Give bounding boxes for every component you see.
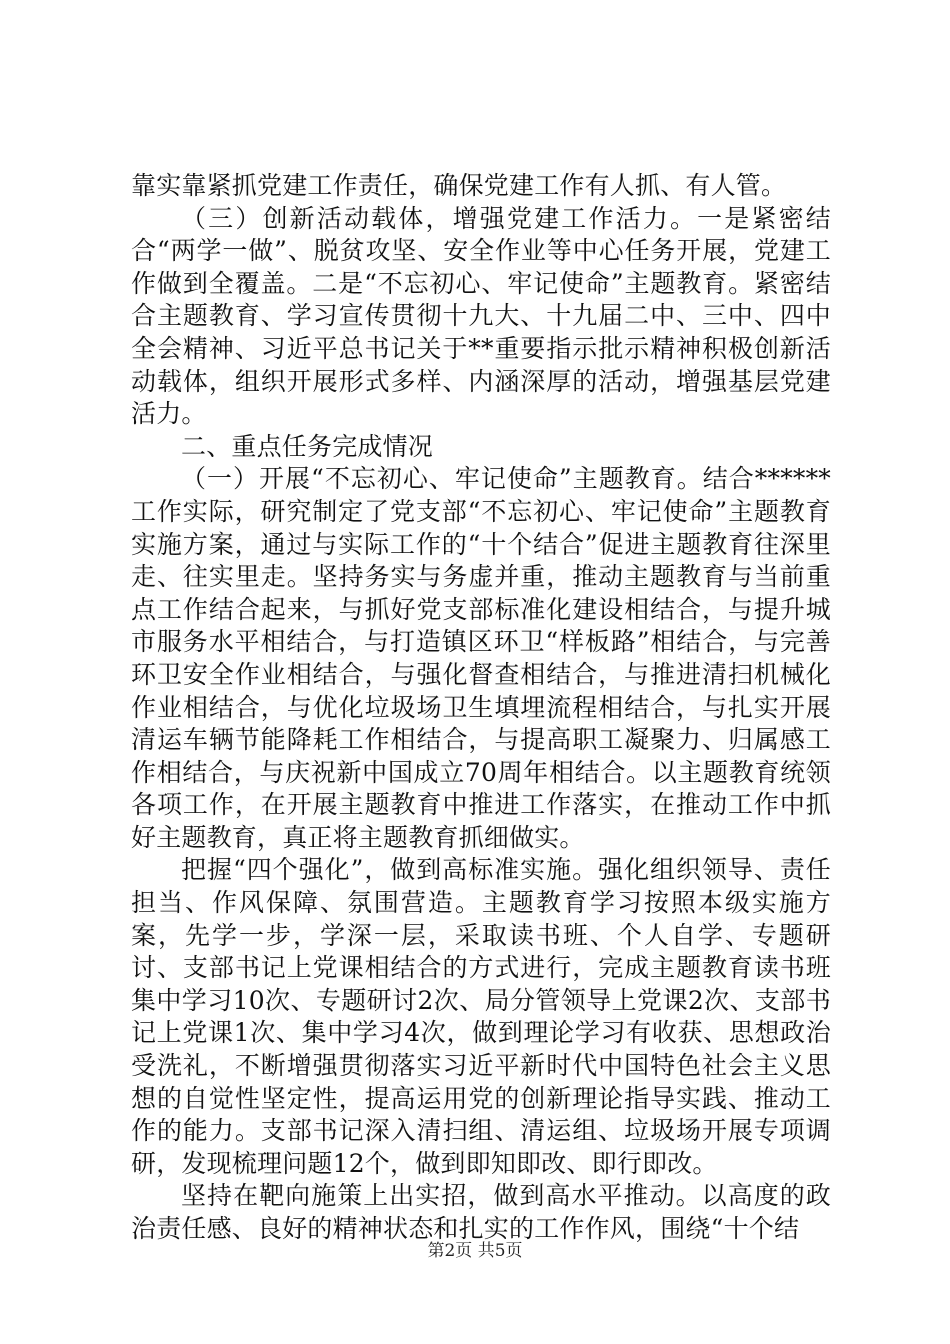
paragraph-theme-education: （一）开展“不忘初心、牢记使命”主题教育。结合******工作实际，研究制定了党支部“不忘初心、牢记使命”主题教育实施方案，通过与实际工作的“十个结合”促进主题教育往深里走、往实里走。坚持务实与务虚并重，推动主题教育与当前重点工作结合起来，与抓好党支部标准化建设相结合，与提升城市服务水平相结合，与打造镇区环卫“样板路”相结合，与完善环卫安全作业相结合，与强化督查相结合，与推进清扫机械化作业相结合，与优化垃圾场卫生填埋流程相结合，与扎实开展清运车辆节能降耗工作相结合，与提高职工凝聚力、归属感工作相结合，与庆祝新中国成立70周年相结合。以主题教育统领各项工作，在开展主题教育中推进工作落实，在推动工作中抓好主题教育，真正将主题教育抓细做实。 (131, 464, 831, 852)
paragraph-innovation-activities: （三）创新活动载体，增强党建工作活力。一是紧密结合“两学一做”、脱贫攻坚、安全作业等中心任务开展，党建工作做到全覆盖。二是“不忘初心、牢记使命”主题教育。紧密结合主题教育、学习宣传贯彻十九大、十九届二中、三中、四中全会精神、习近平总书记关于**重要指示批示精神积极创新活动载体，组织开展形式多样、内涵深厚的活动，增强基层党建活力。 (131, 203, 831, 429)
paragraph-continuation: 靠实靠紧抓党建工作责任，确保党建工作有人抓、有人管。 (131, 171, 787, 200)
paragraph-targeted-measures: 坚持在靶向施策上出实招，做到高水平推动。以高度的政治责任感、良好的精神状态和扎实的工作作风，围绕“十个结 (131, 1181, 831, 1243)
page-number-footer: 第2页 共5页 (427, 1241, 523, 1261)
section-heading-key-tasks: 二、重点任务完成情况 (181, 431, 434, 461)
document-body (131, 170, 831, 1246)
paragraph-four-strengthenings: 把握“四个强化”，做到高标准实施。强化组织领导、责任担当、作风保障、氛围营造。主题教育学习按照本级实施方案，先学一步，学深一层，采取读书班、个人自学、专题研讨、支部书记上党课相结合的方式进行，完成主题教育读书班集中学习10次、专题研讨2次、局分管领导上党课2次、支部书记上党课1次、集中学习4次，做到理论学习有收获、思想政治受洗礼，不断增强贯彻落实习近平新时代中国特色社会主义思想的自觉性坚定性，提高运用党的创新理论指导实践、推动工作的能力。支部书记深入清扫组、清运组、垃圾场开展专项调研，发现梳理问题12个，做到即知即改、即行即改。 (131, 855, 831, 1178)
